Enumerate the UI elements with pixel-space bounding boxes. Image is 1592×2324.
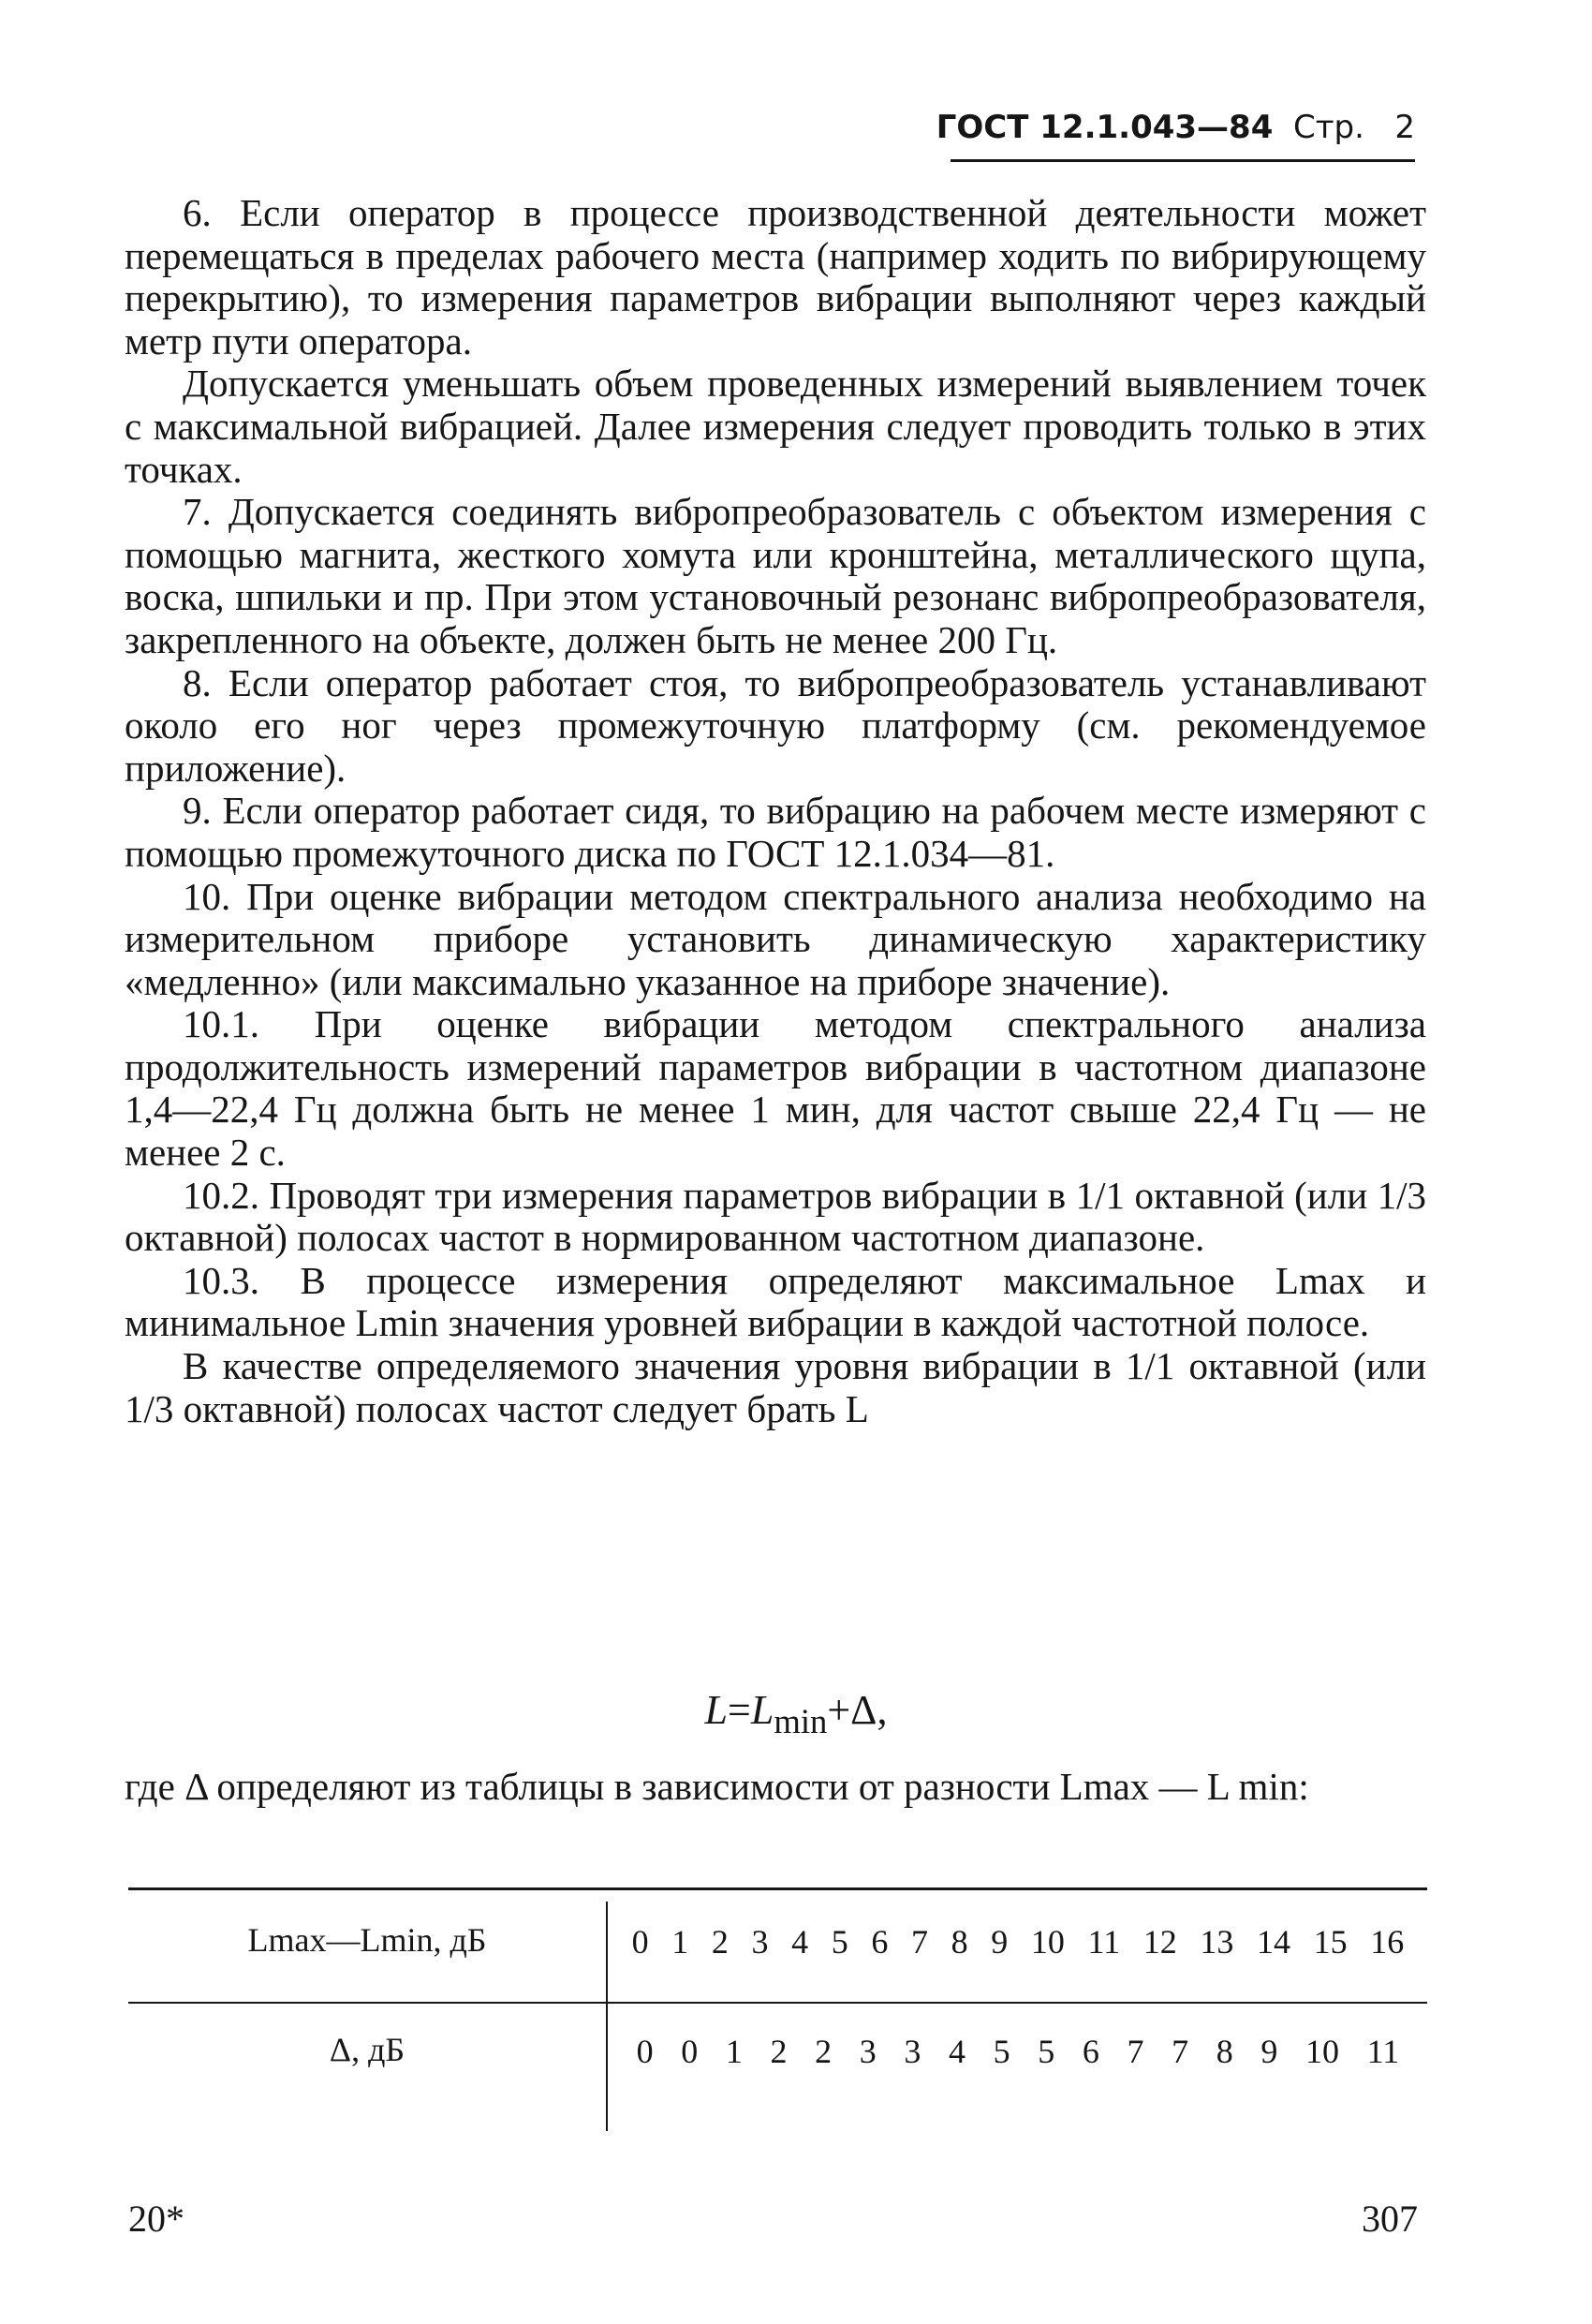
formula-equals: = — [728, 1687, 751, 1733]
cell: 1 — [725, 2033, 743, 2070]
row-values-delta — [609, 2032, 1427, 2071]
row-label-delta: Δ, дБ — [329, 2031, 405, 2068]
cell: 14 — [1257, 1923, 1291, 1961]
cell: 15 — [1313, 1923, 1348, 1961]
cell: 10 — [1305, 2033, 1339, 2070]
cell: 1 — [671, 1923, 689, 1961]
cell: 7 — [1172, 2033, 1189, 2070]
formula-comma: , — [877, 1687, 888, 1733]
table-middle-rule — [128, 2002, 1427, 2004]
cell: 9 — [1260, 2033, 1278, 2070]
table-top-rule — [128, 1887, 1427, 1890]
table-vertical-rule — [606, 1902, 608, 2131]
paragraph-6: 6. Если оператор в процессе производственной деятельности может перемещаться в пределах рабочего места (например ходить по вибрирующему перекрытию), то измерения параметров вибрации выполняют через каждый метр пути оператора. — [125, 191, 1426, 363]
cell: 4 — [949, 2033, 966, 2070]
paragraph-7: 7. Допускается соединять вибропреобразователь с объектом измерения с помощью магнита, жесткого хомута или кронштейна, металлического щупа, воска, шпильки и пр. При этом установочный резонанс вибропреобразователя, закрепленного на объекте, должен быть не менее 200 Гц. — [125, 490, 1426, 661]
cell: 8 — [951, 1923, 968, 1961]
formula-delta: Δ — [850, 1687, 877, 1733]
paragraph-10-3: 10.3. В процессе измерения определяют максимальное Lmax и минимальное Lmin значения уровней вибрации в каждой частотной полосе. — [125, 1258, 1426, 1345]
paragraph-level-definition: В качестве определяемого значения уровня вибрации в 1/1 октавной (или 1/3 октавной) полосах частот следует брать L — [125, 1344, 1426, 1430]
cell: 13 — [1200, 1923, 1234, 1961]
standard-number: ГОСТ 12.1.043—84 — [936, 109, 1274, 146]
where-text: где Δ определяют из таблицы в зависимости от разности Lmax — L min: — [125, 1765, 1309, 1808]
cell: 12 — [1142, 1923, 1177, 1961]
cell: 0 — [681, 2033, 699, 2070]
page-label: Стр. — [1292, 109, 1364, 146]
cell: 5 — [1038, 2033, 1055, 2070]
cell: 11 — [1366, 2033, 1400, 2070]
cell: 3 — [859, 2033, 877, 2070]
cell: 9 — [991, 1923, 1009, 1961]
cell: 3 — [904, 2033, 921, 2070]
cell: 11 — [1087, 1923, 1121, 1961]
formula — [0, 1686, 1592, 1741]
cell: 6 — [871, 1923, 889, 1961]
formula-l: L — [750, 1687, 774, 1733]
cell: 0 — [636, 2033, 654, 2070]
header-page-number: 2 — [1394, 109, 1415, 146]
cell: 7 — [1127, 2033, 1144, 2070]
cell: 5 — [831, 1923, 848, 1961]
cell: 7 — [911, 1923, 928, 1961]
cell: 4 — [791, 1923, 809, 1961]
cell: 3 — [751, 1923, 769, 1961]
header-rule — [951, 159, 1415, 162]
paragraph-10-1: 10.1. При оценке вибрации методом спектрального анализа продолжительность измерений параметров вибрации в частотном диапазоне 1,4—22,4 Гц должна быть не менее 1 мин, для частот свыше 22,4 Гц — не менее 2 с. — [125, 1002, 1426, 1175]
cell: 5 — [993, 2033, 1010, 2070]
paragraph-9: 9. Если оператор работает сидя, то вибрацию на рабочем месте измеряют с помощью промежуточного диска по ГОСТ 12.1.034—81. — [125, 789, 1426, 875]
body-text — [125, 192, 1426, 1430]
paragraph-10-2: 10.2. Проводят три измерения параметров вибрации в 1/1 октавной (или 1/3 октавной) полосах частот в нормированном частотном диапазоне. — [125, 1173, 1426, 1260]
row-label-range: Lmax—Lmin, дБ — [247, 1921, 487, 1959]
footer-signature-mark: 20* — [128, 2198, 184, 2240]
cell: 8 — [1216, 2033, 1233, 2070]
cell: 2 — [770, 2033, 788, 2070]
paragraph-6-note: Допускается уменьшать объем проведенных измерений выявлением точек с максимальной вибрацией. Далее измерения следует проводить только в этих точках. — [125, 362, 1426, 491]
formula-subscript: min — [774, 1701, 828, 1740]
row-values-range — [609, 1922, 1427, 1961]
cell: 2 — [711, 1923, 729, 1961]
formula-lhs: L — [704, 1687, 728, 1733]
page-header — [936, 109, 1415, 154]
paragraph-10: 10. При оценке вибрации методом спектрального анализа необходимо на измерительном приборе установить динамическую характеристику «медленно» (или максимально указанное на приборе значение). — [125, 874, 1426, 1003]
paragraph-8: 8. Если оператор работает стоя, то вибропреобразователь устанавливают около его ног через промежуточную платформу (см. рекомендуемое приложение). — [125, 660, 1426, 790]
cell: 2 — [815, 2033, 833, 2070]
footer-page-number: 307 — [1362, 2198, 1418, 2240]
cell: 6 — [1082, 2033, 1099, 2070]
cell: 0 — [631, 1923, 649, 1961]
cell: 10 — [1030, 1923, 1065, 1961]
formula-plus: + — [827, 1687, 851, 1733]
cell: 16 — [1370, 1923, 1405, 1961]
